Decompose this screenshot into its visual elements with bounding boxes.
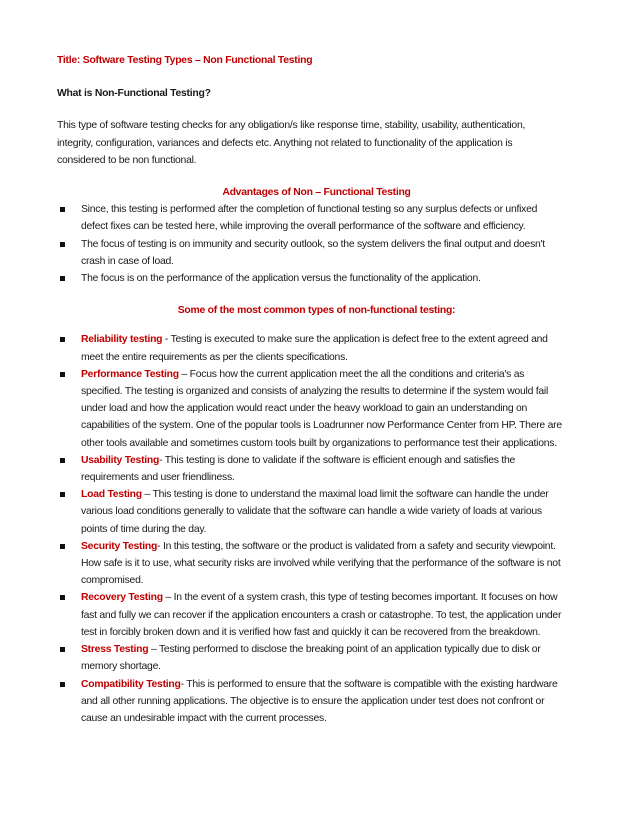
list-item: Load Testing – This testing is done to understand the maximal load limit the software can handle the under various load conditions generally to validate that the software can handle a wide variety of loads at various points of time during the day. — [57, 486, 562, 538]
document-page — [57, 52, 562, 727]
bullet-icon — [60, 647, 65, 652]
list-item: Reliability testing - Testing is executed to make sure the application is defect free to the extent agreed and meet the entire requirements as per the clients specifications. — [57, 331, 562, 365]
bullet-icon — [60, 242, 65, 247]
bullet-icon — [60, 492, 65, 497]
list-item: Usability Testing- This testing is done to validate if the software is efficient enough and satisfies the requirements and user friendliness. — [57, 452, 562, 486]
bullet-icon — [60, 595, 65, 600]
bullet-icon — [60, 544, 65, 549]
bullet-icon — [60, 276, 65, 281]
list-item: Performance Testing – Focus how the current application meet the all the conditions and criteria's as specified. The testing is organized and consists of analyzing the results to determine if the system would fail under load and how the application would react under the heavy workload to gain an understanding on capabilities of the system. One of the popular tools is Loadrunner now Performance Center from HP. There are other tools available and sometimes custom tools built by organizations to performance test their applications. — [57, 366, 562, 452]
intro-paragraph: This type of software testing checks for any obligation/s like response time, stability, usability, authentication, integrity, configuration, variances and defects etc. Anything not related to functionality of the application is considered to be non functional. — [57, 120, 526, 166]
term-label: Reliability testing — [81, 334, 163, 346]
term-label: Stress Testing — [81, 644, 149, 656]
bullet-icon — [60, 207, 65, 212]
section-question: What is Non-Functional Testing? — [57, 88, 211, 100]
list-item: The focus of testing is on immunity and security outlook, so the system delivers the final output and doesn't crash in case of load. — [57, 236, 562, 270]
term-label: Usability Testing — [81, 454, 160, 466]
bullet-icon — [60, 372, 65, 377]
list-item: Security Testing- In this testing, the software or the product is validated from a safety and security viewpoint. How safe is it to use, what security risks are involved while verifying that the performance of the software is not compromised. — [57, 538, 562, 590]
list-item: Since, this testing is performed after the completion of functional testing so any surplus defects or unfixed defect fixes can be tested here, while improving the overall performance of the software and efficiency. — [57, 201, 562, 235]
term-label: Compatibility Testing — [81, 678, 181, 690]
bullet-icon — [60, 458, 65, 463]
advantages-list — [57, 201, 562, 287]
list-item: The focus is on the performance of the application versus the functionality of the application. — [57, 270, 562, 287]
list-item: Stress Testing – Testing performed to disclose the breaking point of an application typically due to disk or memory shortage. — [57, 641, 562, 675]
term-label: Security Testing — [81, 540, 158, 552]
document-title: Title: Software Testing Types – Non Functional Testing — [57, 55, 313, 66]
term-label: Performance Testing — [81, 368, 179, 380]
term-label: Recovery Testing — [81, 592, 163, 604]
list-item: Compatibility Testing- This is performed to ensure that the software is compatible with the existing hardware and all other running applications. The objective is to ensure the application under test does not confront or cause an undesirable impact with the current processes. — [57, 676, 562, 728]
bullet-icon — [60, 337, 65, 342]
types-heading: Some of the most common types of non-functional testing: — [177, 305, 456, 317]
advantages-heading: Advantages of Non – Functional Testing — [222, 187, 411, 199]
types-list — [57, 331, 562, 727]
term-label: Load Testing — [81, 489, 142, 501]
bullet-icon — [60, 682, 65, 687]
list-item: Recovery Testing – In the event of a system crash, this type of testing becomes important. It focuses on how fast and fully we can recover if the application encounters a crash or catastrophe. To test, the application under test in forcibly broken down and it is verified how fast and quickly it can be recovered from the breakdown. — [57, 589, 562, 641]
